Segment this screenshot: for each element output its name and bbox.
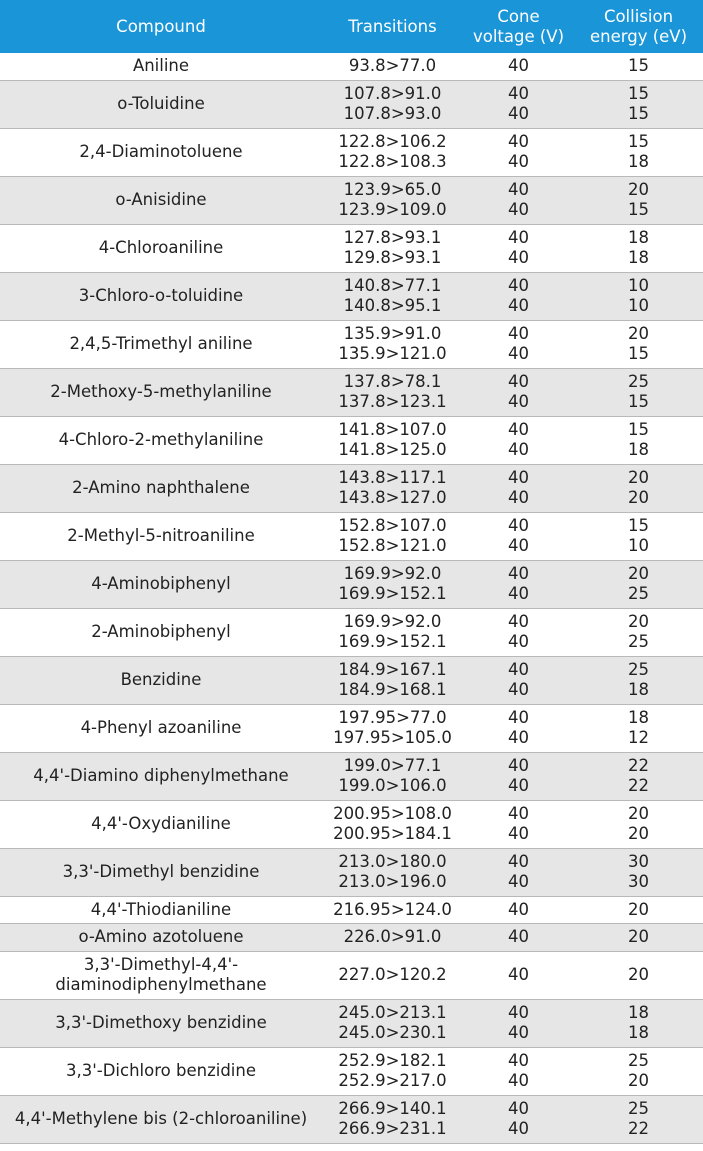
cone-voltage-cell <box>463 924 574 952</box>
cone-voltage-value: 40 <box>508 488 529 507</box>
table-row <box>0 896 703 924</box>
table-row <box>0 1047 703 1095</box>
collision-energy-cell <box>574 368 703 416</box>
collision-energy-value: 10 <box>628 296 649 315</box>
cone-voltage-value: 40 <box>508 1050 529 1070</box>
collision-energy-value: 18 <box>628 248 649 267</box>
transition-value: 199.0>106.0 <box>338 776 447 795</box>
compound-name: 4-Chloroaniline <box>98 237 224 257</box>
transition-value: 141.8>125.0 <box>338 440 447 459</box>
compound-name: 4,4'-Oxydianiline <box>91 813 231 833</box>
collision-energy-value: 18 <box>628 227 649 247</box>
transition-value: 122.8>108.3 <box>338 152 447 171</box>
collision-energy-value: 20 <box>628 323 649 343</box>
transition-value: 184.9>168.1 <box>338 680 447 699</box>
table-row <box>0 924 703 952</box>
transitions-cell <box>322 924 463 952</box>
collision-energy-value: 15 <box>628 515 649 535</box>
collision-energy-value: 20 <box>628 927 649 946</box>
transitions-cell <box>322 656 463 704</box>
collision-energy-value: 22 <box>628 776 649 795</box>
cone-voltage-value: 40 <box>508 899 529 919</box>
compound-name: 3,3'-Dimethyl benzidine <box>62 861 260 881</box>
cone-voltage-value: 40 <box>508 728 529 747</box>
transition-value: 252.9>217.0 <box>338 1071 447 1090</box>
collision-energy-cell <box>574 464 703 512</box>
collision-energy-value: 25 <box>628 1050 649 1070</box>
table-row <box>0 1095 703 1143</box>
transition-value: 141.8>107.0 <box>338 419 447 439</box>
cone-voltage-value: 40 <box>508 872 529 891</box>
transitions-cell <box>322 1095 463 1143</box>
transition-value: 169.9>152.1 <box>338 632 447 651</box>
transitions-cell <box>322 128 463 176</box>
compound-name: 2-Methoxy-5-methylaniline <box>50 381 272 401</box>
collision-energy-value: 20 <box>628 563 649 583</box>
table-row <box>0 848 703 896</box>
header-compound: Compound <box>0 0 322 53</box>
collision-energy-cell <box>574 560 703 608</box>
cone-voltage-value: 40 <box>508 776 529 795</box>
transitions-cell <box>322 320 463 368</box>
compound-name: Aniline <box>132 56 190 75</box>
collision-energy-cell <box>574 924 703 952</box>
transition-value: 143.8>117.1 <box>338 467 447 487</box>
transition-value: 152.8>107.0 <box>338 515 447 535</box>
compound-cell <box>0 560 322 608</box>
collision-energy-cell <box>574 1047 703 1095</box>
table-row <box>0 752 703 800</box>
transition-value: 216.95>124.0 <box>333 899 452 919</box>
collision-energy-value: 15 <box>628 200 649 219</box>
cone-voltage-cell <box>463 368 574 416</box>
collision-energy-value: 15 <box>628 392 649 411</box>
transition-value: 135.9>91.0 <box>343 323 442 343</box>
transition-value: 245.0>230.1 <box>338 1023 447 1042</box>
collision-energy-value: 20 <box>628 611 649 631</box>
collision-energy-value: 20 <box>628 803 649 823</box>
transition-value: 143.8>127.0 <box>338 488 447 507</box>
cone-voltage-value: 40 <box>508 371 529 391</box>
header-transitions: Transitions <box>322 0 463 53</box>
cone-voltage-cell <box>463 416 574 464</box>
transition-value: 135.9>121.0 <box>338 344 447 363</box>
transitions-cell <box>322 800 463 848</box>
transitions-cell <box>322 896 463 924</box>
transitions-cell <box>322 416 463 464</box>
compound-name: 4,4'-Diamino diphenylmethane <box>33 765 289 785</box>
transitions-cell <box>322 951 463 999</box>
transition-value: 140.8>95.1 <box>343 296 442 315</box>
collision-energy-cell <box>574 80 703 128</box>
compound-name: 4,4'-Methylene bis (2-chloroaniline) <box>14 1108 308 1128</box>
cone-voltage-value: 40 <box>508 467 529 487</box>
cone-voltage-value: 40 <box>508 707 529 727</box>
compound-cell <box>0 924 322 952</box>
cone-voltage-value: 40 <box>508 1119 529 1138</box>
transitions-cell <box>322 80 463 128</box>
compound-cell <box>0 1047 322 1095</box>
cone-voltage-value: 40 <box>508 1098 529 1118</box>
compound-cell <box>0 704 322 752</box>
collision-energy-value: 20 <box>628 1071 649 1090</box>
table-row <box>0 176 703 224</box>
collision-energy-value: 18 <box>628 680 649 699</box>
table-row <box>0 320 703 368</box>
collision-energy-value: 25 <box>628 1098 649 1118</box>
compound-name: o-Anisidine <box>115 189 207 209</box>
header-cone-voltage: Cone voltage (V) <box>463 0 574 53</box>
compound-cell <box>0 80 322 128</box>
compound-name-line: diaminodiphenylmethane <box>55 975 267 994</box>
table-row <box>0 53 703 80</box>
cone-voltage-value: 40 <box>508 1023 529 1042</box>
cone-voltage-value: 40 <box>508 296 529 315</box>
transition-value: 137.8>123.1 <box>338 392 447 411</box>
table-row <box>0 560 703 608</box>
collision-energy-value: 20 <box>628 179 649 199</box>
cone-voltage-value: 40 <box>508 275 529 295</box>
compound-name: 3-Chloro-o-toluidine <box>78 285 244 305</box>
collision-energy-value: 15 <box>628 419 649 439</box>
compound-name: Benzidine <box>120 669 202 689</box>
compound-name: 4,4'-Thiodianiline <box>90 899 232 919</box>
collision-energy-value: 20 <box>628 467 649 487</box>
cone-voltage-cell <box>463 848 574 896</box>
transitions-cell <box>322 272 463 320</box>
cone-voltage-value: 40 <box>508 323 529 343</box>
cone-voltage-value: 40 <box>508 563 529 583</box>
collision-energy-value: 25 <box>628 659 649 679</box>
cone-voltage-value: 40 <box>508 131 529 151</box>
collision-energy-value: 18 <box>628 440 649 459</box>
collision-energy-value: 20 <box>628 964 649 984</box>
compound-cell <box>0 53 322 80</box>
transitions-cell <box>322 224 463 272</box>
cone-voltage-value: 40 <box>508 179 529 199</box>
cone-voltage-cell <box>463 1095 574 1143</box>
collision-energy-cell <box>574 128 703 176</box>
compound-cell <box>0 464 322 512</box>
compound-cell <box>0 416 322 464</box>
cone-voltage-value: 40 <box>508 83 529 103</box>
cone-voltage-value: 40 <box>508 344 529 363</box>
cone-voltage-cell <box>463 608 574 656</box>
compound-cell <box>0 320 322 368</box>
compound-cell <box>0 368 322 416</box>
cone-voltage-value: 40 <box>508 392 529 411</box>
collision-energy-cell <box>574 512 703 560</box>
compound-name: 2,4,5-Trimethyl aniline <box>69 333 253 353</box>
transition-value: 123.9>65.0 <box>343 179 442 199</box>
cone-voltage-value: 40 <box>508 440 529 459</box>
transition-value: 227.0>120.2 <box>338 964 447 984</box>
transition-value: 123.9>109.0 <box>338 200 447 219</box>
cone-voltage-value: 40 <box>508 227 529 247</box>
cone-voltage-value: 40 <box>508 584 529 603</box>
transition-value: 169.9>152.1 <box>338 584 447 603</box>
cone-voltage-value: 40 <box>508 927 529 946</box>
cone-voltage-value: 40 <box>508 536 529 555</box>
transitions-cell <box>322 608 463 656</box>
collision-energy-value: 18 <box>628 152 649 171</box>
transition-value: 122.8>106.2 <box>338 131 447 151</box>
table-row <box>0 368 703 416</box>
cone-voltage-value: 40 <box>508 515 529 535</box>
table-row <box>0 800 703 848</box>
cone-voltage-value: 40 <box>508 248 529 267</box>
cone-voltage-value: 40 <box>508 851 529 871</box>
transitions-cell <box>322 752 463 800</box>
cone-voltage-cell <box>463 53 574 80</box>
cone-voltage-cell <box>463 800 574 848</box>
table-row <box>0 80 703 128</box>
collision-energy-cell <box>574 176 703 224</box>
transition-value: 107.8>93.0 <box>343 104 442 123</box>
cone-voltage-cell <box>463 464 574 512</box>
transition-value: 213.0>196.0 <box>338 872 447 891</box>
transitions-cell <box>322 464 463 512</box>
compound-cell <box>0 1095 322 1143</box>
collision-energy-value: 18 <box>628 1002 649 1022</box>
collision-energy-value: 10 <box>628 275 649 295</box>
compound-cell <box>0 224 322 272</box>
compound-cell <box>0 999 322 1047</box>
compound-cell <box>0 848 322 896</box>
transition-value: 252.9>182.1 <box>338 1050 447 1070</box>
cone-voltage-value: 40 <box>508 1002 529 1022</box>
cone-voltage-value: 40 <box>508 824 529 843</box>
collision-energy-value: 25 <box>628 632 649 651</box>
collision-energy-cell <box>574 951 703 999</box>
collision-energy-cell <box>574 272 703 320</box>
collision-energy-value: 20 <box>628 899 649 919</box>
transitions-cell <box>322 176 463 224</box>
collision-energy-value: 22 <box>628 755 649 775</box>
transition-value: 266.9>140.1 <box>338 1098 447 1118</box>
transitions-cell <box>322 999 463 1047</box>
table-row <box>0 224 703 272</box>
compound-cell <box>0 176 322 224</box>
cone-voltage-cell <box>463 560 574 608</box>
transition-value: 127.8>93.1 <box>343 227 442 247</box>
compound-name: 3,3'-Dimethoxy benzidine <box>55 1012 267 1032</box>
transitions-cell <box>322 560 463 608</box>
cone-voltage-cell <box>463 320 574 368</box>
compound-cell <box>0 656 322 704</box>
collision-energy-cell <box>574 704 703 752</box>
cone-voltage-value: 40 <box>508 659 529 679</box>
collision-energy-cell <box>574 416 703 464</box>
cone-voltage-value: 40 <box>508 56 529 75</box>
transition-value: 107.8>91.0 <box>343 83 442 103</box>
transition-value: 93.8>77.0 <box>348 56 437 75</box>
collision-energy-value: 12 <box>628 728 649 747</box>
cone-voltage-value: 40 <box>508 419 529 439</box>
transition-value: 213.0>180.0 <box>338 851 447 871</box>
cone-voltage-value: 40 <box>508 632 529 651</box>
collision-energy-value: 15 <box>628 344 649 363</box>
compound-cell <box>0 752 322 800</box>
compound-name: 4-Chloro-2-methylaniline <box>58 429 264 449</box>
compound-cell <box>0 272 322 320</box>
transition-value: 245.0>213.1 <box>338 1002 447 1022</box>
table-row <box>0 656 703 704</box>
collision-energy-value: 18 <box>628 1023 649 1042</box>
cone-voltage-value: 40 <box>508 680 529 699</box>
collision-energy-cell <box>574 224 703 272</box>
collision-energy-cell <box>574 999 703 1047</box>
collision-energy-value: 20 <box>628 824 649 843</box>
cone-voltage-value: 40 <box>508 104 529 123</box>
compound-name: 2-Amino naphthalene <box>72 477 250 497</box>
collision-energy-cell <box>574 848 703 896</box>
collision-energy-cell <box>574 608 703 656</box>
header-row <box>0 0 703 53</box>
table-row <box>0 999 703 1047</box>
compound-name: 2-Methyl-5-nitroaniline <box>67 525 255 545</box>
compound-cell <box>0 896 322 924</box>
compound-cell <box>0 608 322 656</box>
collision-energy-value: 22 <box>628 1119 649 1138</box>
transition-value: 137.8>78.1 <box>343 371 442 391</box>
cone-voltage-cell <box>463 272 574 320</box>
collision-energy-value: 15 <box>628 83 649 103</box>
cone-voltage-cell <box>463 1047 574 1095</box>
compound-cell <box>0 800 322 848</box>
collision-energy-cell <box>574 896 703 924</box>
transitions-cell <box>322 53 463 80</box>
transitions-cell <box>322 1047 463 1095</box>
table-row <box>0 951 703 999</box>
cone-voltage-cell <box>463 896 574 924</box>
transition-value: 226.0>91.0 <box>343 927 442 946</box>
table-row <box>0 464 703 512</box>
transition-value: 184.9>167.1 <box>338 659 447 679</box>
cone-voltage-cell <box>463 999 574 1047</box>
cone-voltage-value: 40 <box>508 152 529 171</box>
transition-value: 197.95>77.0 <box>338 707 447 727</box>
collision-energy-value: 30 <box>628 851 649 871</box>
cone-voltage-cell <box>463 512 574 560</box>
collision-energy-value: 10 <box>628 536 649 555</box>
cone-voltage-value: 40 <box>508 755 529 775</box>
cone-voltage-value: 40 <box>508 611 529 631</box>
collision-energy-value: 15 <box>628 104 649 123</box>
collision-energy-value: 18 <box>628 707 649 727</box>
transition-value: 140.8>77.1 <box>343 275 442 295</box>
cone-voltage-cell <box>463 128 574 176</box>
compound-name-line: 3,3'-Dimethyl-4,4'- <box>83 954 239 974</box>
transition-value: 266.9>231.1 <box>338 1119 447 1138</box>
collision-energy-cell <box>574 320 703 368</box>
compound-name: 4-Aminobiphenyl <box>91 573 231 593</box>
cone-voltage-cell <box>463 752 574 800</box>
cone-voltage-cell <box>463 176 574 224</box>
compound-name: 2,4-Diaminotoluene <box>79 141 243 161</box>
compound-cell <box>0 128 322 176</box>
compound-name: 3,3'-Dichloro benzidine <box>66 1060 256 1080</box>
transitions-cell <box>322 848 463 896</box>
collision-energy-cell <box>574 1095 703 1143</box>
cone-voltage-cell <box>463 951 574 999</box>
collision-energy-cell <box>574 53 703 80</box>
transitions-cell <box>322 368 463 416</box>
cone-voltage-value: 40 <box>508 964 529 984</box>
compound-name: 2-Aminobiphenyl <box>91 621 231 641</box>
compound-name: o-Amino azotoluene <box>78 927 244 946</box>
compound-name: o-Toluidine <box>117 93 205 113</box>
transition-value: 200.95>108.0 <box>333 803 452 823</box>
transition-value: 200.95>184.1 <box>333 824 452 843</box>
transition-value: 169.9>92.0 <box>343 563 442 583</box>
transitions-cell <box>322 512 463 560</box>
table-row <box>0 608 703 656</box>
transition-value: 152.8>121.0 <box>338 536 447 555</box>
table-row <box>0 512 703 560</box>
compound-cell <box>0 512 322 560</box>
cone-voltage-cell <box>463 704 574 752</box>
collision-energy-cell <box>574 752 703 800</box>
collision-energy-value: 15 <box>628 56 649 75</box>
transition-value: 169.9>92.0 <box>343 611 442 631</box>
table-row <box>0 416 703 464</box>
collision-energy-value: 20 <box>628 488 649 507</box>
collision-energy-value: 30 <box>628 872 649 891</box>
header-collision-energy: Collision energy (eV) <box>574 0 703 53</box>
collision-energy-value: 25 <box>628 584 649 603</box>
table-row <box>0 272 703 320</box>
transitions-cell <box>322 704 463 752</box>
table-row <box>0 704 703 752</box>
collision-energy-value: 25 <box>628 371 649 391</box>
cone-voltage-value: 40 <box>508 803 529 823</box>
transition-value: 197.95>105.0 <box>333 728 452 747</box>
transition-value: 199.0>77.1 <box>343 755 442 775</box>
transition-value: 129.8>93.1 <box>343 248 442 267</box>
compound-cell <box>0 951 322 999</box>
collision-energy-cell <box>574 800 703 848</box>
table-row <box>0 128 703 176</box>
cone-voltage-value: 40 <box>508 1071 529 1090</box>
cone-voltage-cell <box>463 224 574 272</box>
cone-voltage-cell <box>463 80 574 128</box>
collision-energy-value: 15 <box>628 131 649 151</box>
cone-voltage-value: 40 <box>508 200 529 219</box>
cone-voltage-cell <box>463 656 574 704</box>
collision-energy-cell <box>574 656 703 704</box>
compound-name: 4-Phenyl azoaniline <box>80 717 242 737</box>
